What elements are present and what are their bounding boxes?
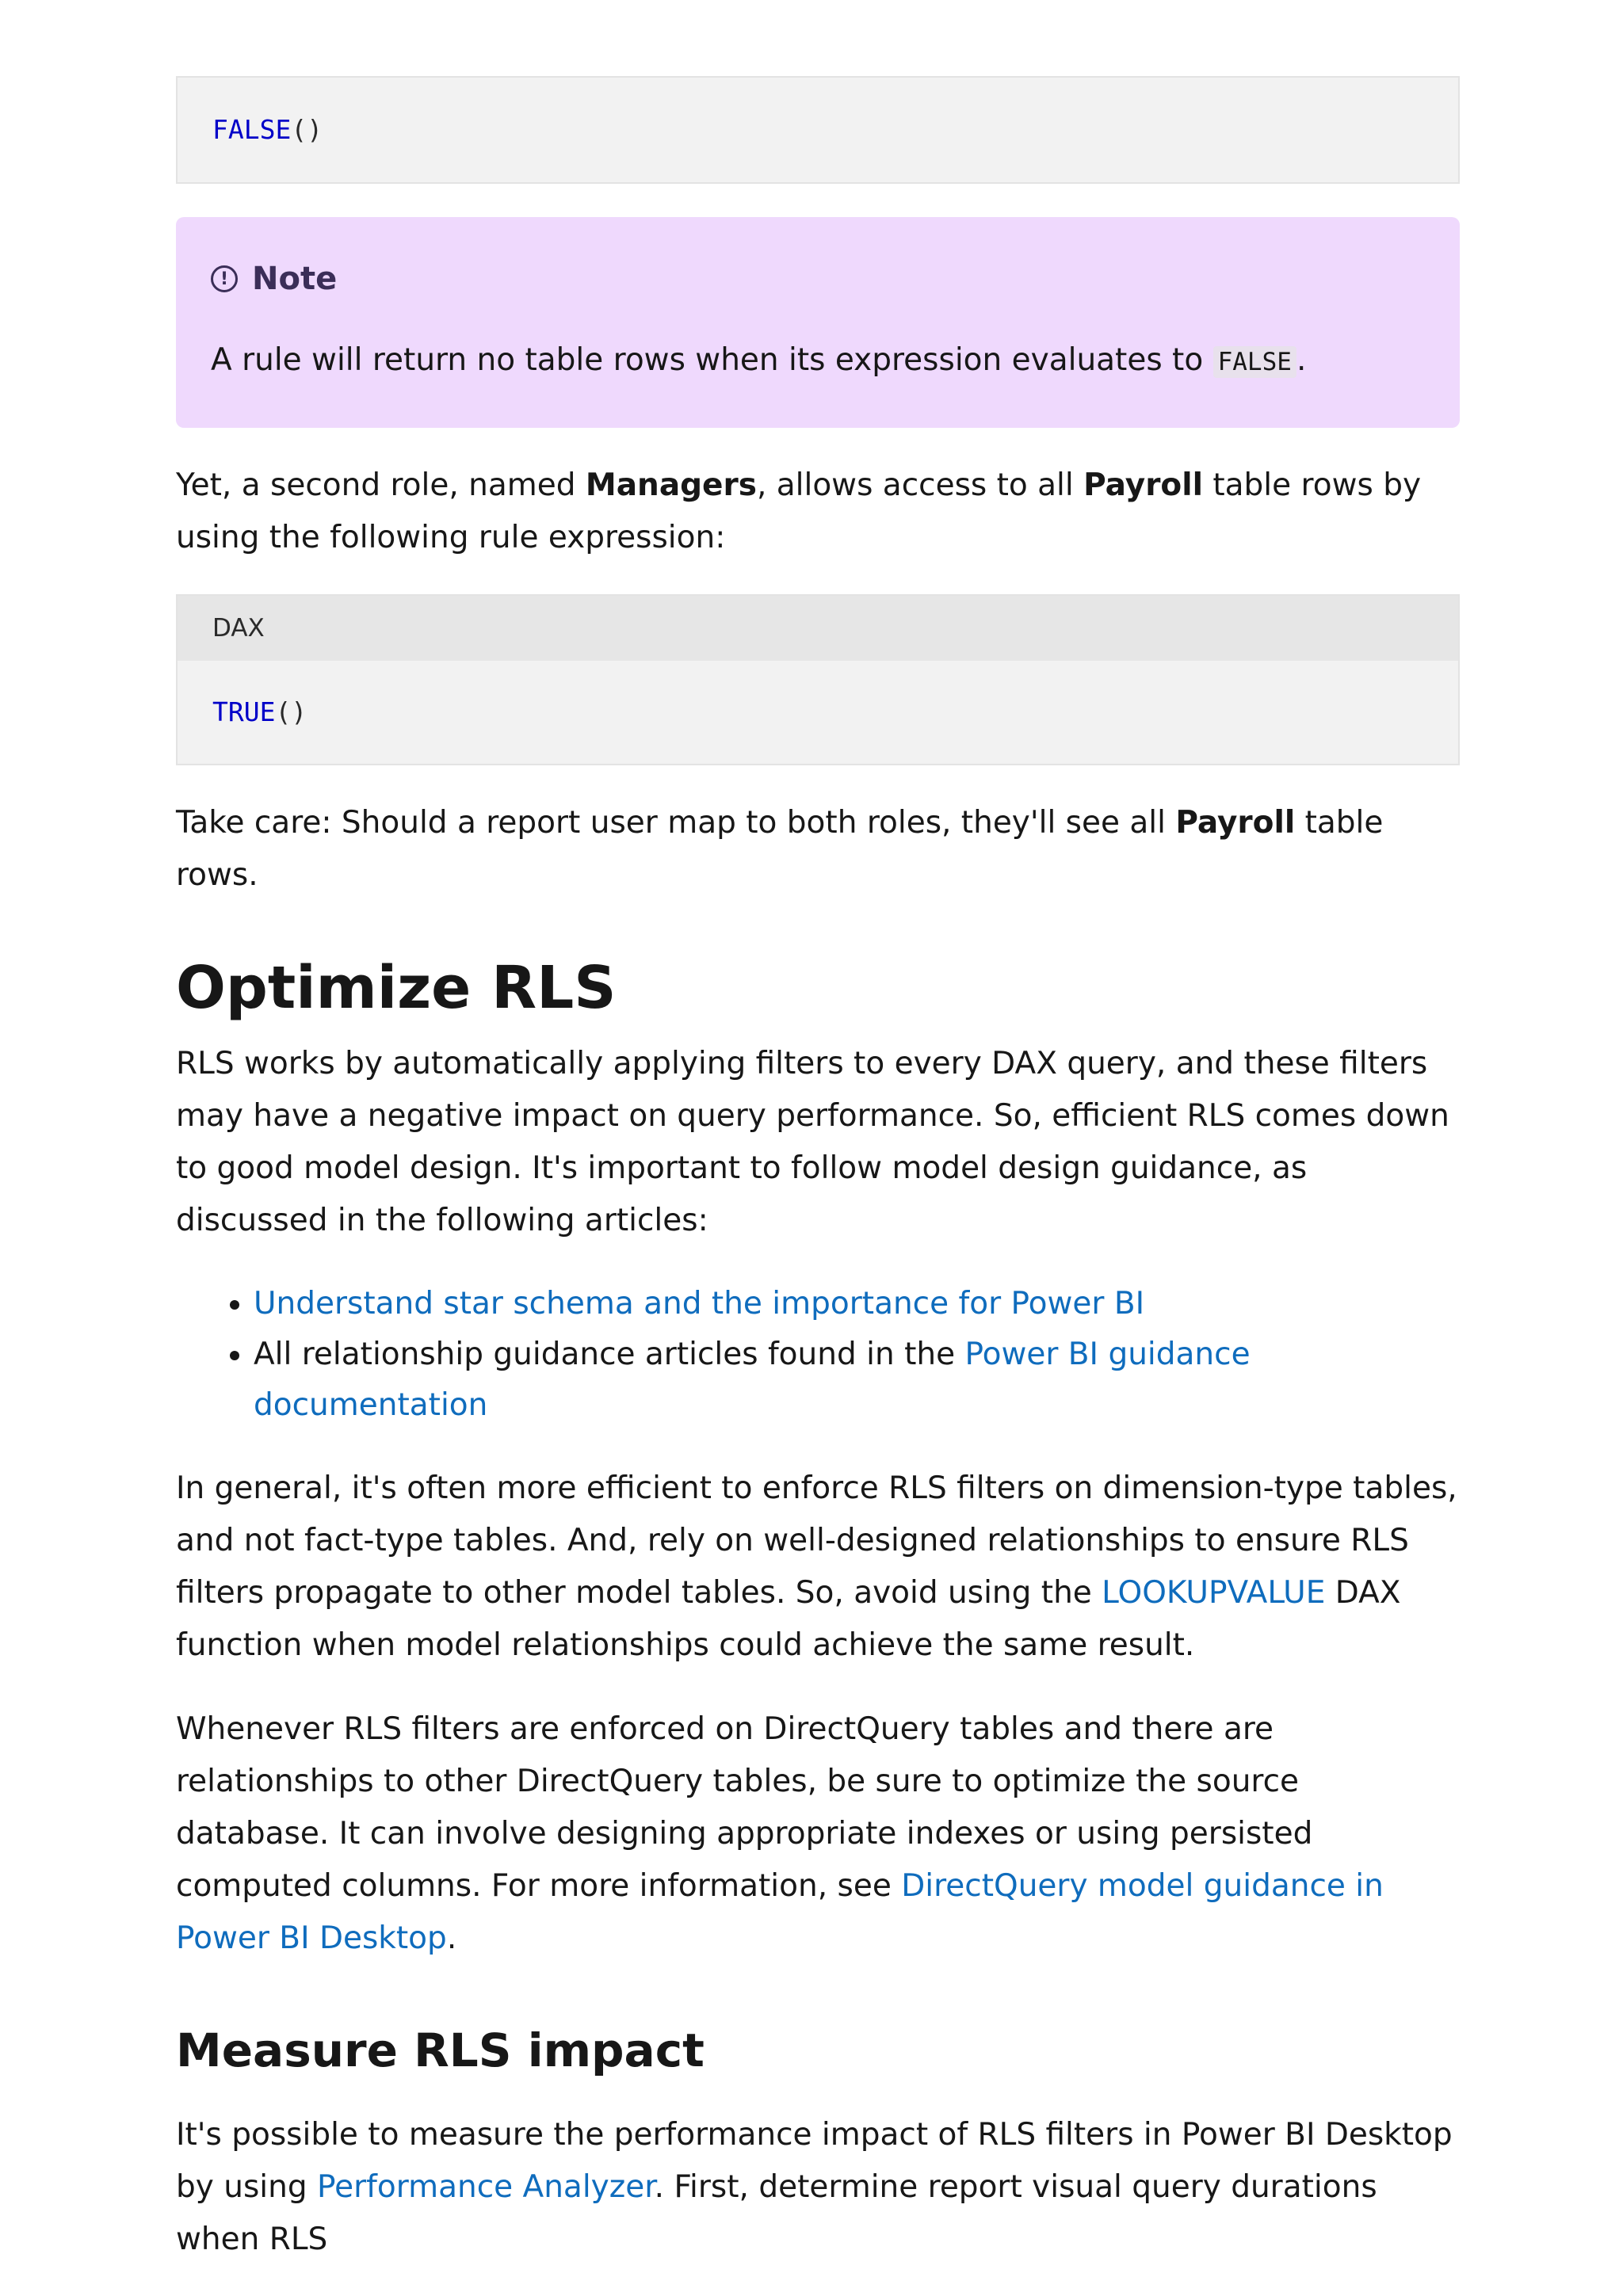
paragraph-directquery [176,1703,1460,1965]
text: It's possible to measure the performance impact of RLS filters in Power BI Desktop by using [176,2117,1453,2205]
code-body [178,661,1458,764]
note-title [211,258,1425,299]
text: , allows access to all [756,467,1084,503]
note-text-part: A rule will return no table rows when its expression evaluates to [211,342,1213,378]
article-content [176,76,1460,2266]
text: . First, determine report visual query durations when RLS [176,2169,1377,2257]
text: table rows. [176,805,1384,893]
code-punctuation: () [275,696,307,727]
text: Yet, a second role, named [176,467,586,503]
text: In general, it's often more efficient to enforce RLS filters on dimension-type tables, and not fact-type tables. And, rely on well-designed relationships to ensure RLS filters propagate to other model tables. So, avoid using the [176,1470,1457,1611]
heading-measure-rls-impact: Measure RLS impact [176,2023,705,2077]
inline-code: FALSE [1213,346,1296,378]
note-title-text: Note [252,261,338,297]
paragraph-measure [176,2109,1460,2266]
code-body [178,78,1458,182]
text: Take care: Should a report user map to both roles, they'll see all [176,805,1176,841]
link-directquery-guidance[interactable]: DirectQuery model guidance in Power BI Desktop [176,1868,1384,1956]
list-item [254,1329,1460,1431]
link-lookupvalue[interactable]: LOOKUPVALUE [1102,1575,1326,1611]
paragraph-rls-works: RLS works by automatically applying filters to every DAX query, and these filters may have a negative impact on query performance. So, efficient RLS comes down to good model design. It's important to follow model design guidance, as discussed in the following articles: [176,1046,1449,1238]
text: DAX function when model relationships could achieve the same result. [176,1575,1401,1663]
link-star-schema[interactable]: Understand star schema and the importance for Power BI [254,1286,1145,1322]
code-keyword: TRUE [212,696,276,727]
paragraph-general [176,1463,1460,1672]
info-icon: ! [211,265,238,292]
text: Whenever RLS filters are enforced on DirectQuery tables and there are relationships to other DirectQuery tables, be sure to optimize the source database. It can involve designing appropriate indexes or using persisted computed columns. For more information, see [176,1711,1313,1904]
bold-text: Payroll [1175,805,1296,841]
link-performance-analyzer[interactable]: Performance Analyzer [316,2169,655,2205]
note-callout [176,217,1460,428]
note-text-part: . [1296,342,1307,378]
paragraph-take-care [176,797,1460,902]
link-guidance-documentation[interactable]: Power BI guidance documentation [254,1337,1251,1423]
paragraph-managers [176,460,1460,564]
text: . [446,1920,457,1956]
bold-text: Payroll [1083,467,1203,503]
code-block-false [176,76,1460,184]
text: table rows by using the following rule expression: [176,467,1422,555]
code-language-label: DAX [178,596,1458,661]
list-item [254,1279,1460,1329]
bold-text: Managers [585,467,757,503]
code-keyword: FALSE [212,114,292,145]
note-text [211,342,1425,378]
code-punctuation: () [291,114,323,145]
guidance-list [176,1279,1460,1431]
text: All relationship guidance articles found in the [254,1337,965,1372]
heading-optimize-rls: Optimize RLS [176,954,617,1022]
code-block-true [176,594,1460,765]
